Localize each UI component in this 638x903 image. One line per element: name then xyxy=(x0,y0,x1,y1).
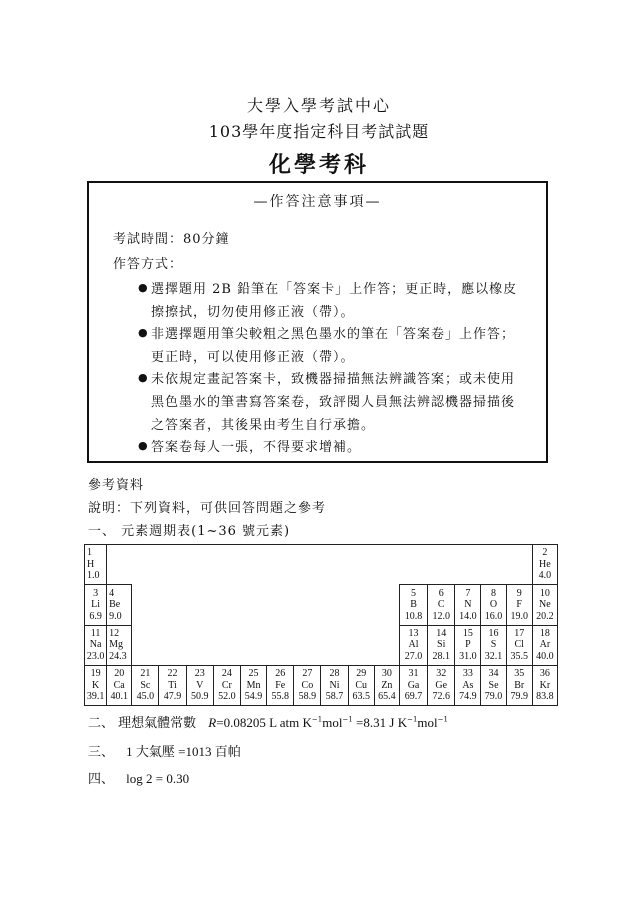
element-cell: 10 Ne 20.2 xyxy=(532,585,557,625)
atm-line-value: 1 大氣壓 =1013 百帕 xyxy=(126,744,241,759)
element-cell: 7 N 14.0 xyxy=(455,585,481,625)
periodic-table-heading: 一、 元素週期表(1~36 號元素) xyxy=(88,524,291,539)
element-cell: 12 Mg 24.3 xyxy=(107,625,132,665)
element-cell: 17 Cl 35.5 xyxy=(506,625,532,665)
atm-line-label: 三、 xyxy=(88,745,115,760)
reference-title: 參考資料 xyxy=(88,478,145,493)
element-cell: 27 Co 58.9 xyxy=(294,665,321,705)
exam-year-title: 103學年度指定科目考試試題 xyxy=(208,122,430,141)
element-cell: 30 Zn 65.4 xyxy=(374,665,399,705)
reference-description: 說明：下列資料，可供回答問題之參考 xyxy=(88,501,327,516)
element-cell: 9 F 19.0 xyxy=(506,585,532,625)
element-cell: 19 K 39.1 xyxy=(85,665,107,705)
element-cell: 6 C 12.0 xyxy=(428,585,455,625)
instruction-line: 更正時，可以使用修正液（帶）。 xyxy=(151,350,355,365)
element-cell: 21 Sc 45.0 xyxy=(132,665,159,705)
element-cell: 29 Cu 63.5 xyxy=(348,665,374,705)
element-cell: 5 B 10.8 xyxy=(399,585,427,625)
gas-constant-value: =0.08205 L atm K xyxy=(216,715,312,730)
element-cell: 20 Ca 40.1 xyxy=(107,665,132,705)
element-cell: 4 Be 9.0 xyxy=(107,585,132,625)
element-cell: 23 V 50.9 xyxy=(186,665,213,705)
element-cell: 24 Cr 52.0 xyxy=(213,665,240,705)
element-cell: 33 As 74.9 xyxy=(455,665,481,705)
element-cell: 35 Br 79.9 xyxy=(506,665,532,705)
element-cell: 34 Se 79.0 xyxy=(481,665,506,705)
exponent: −1 xyxy=(407,715,418,724)
periodic-table xyxy=(84,544,558,706)
answer-method-label: 作答方式： xyxy=(113,257,184,272)
exam-time: 考試時間：80分鐘 xyxy=(113,232,230,247)
element-cell: 8 O 16.0 xyxy=(481,585,506,625)
element-cell: 11 Na 23.0 xyxy=(85,625,107,665)
unit: mol xyxy=(417,715,438,730)
unit: mol xyxy=(322,715,343,730)
element-cell: 14 Si 28.1 xyxy=(428,625,455,665)
instruction-line: 之答案者，其後果由考生自行承擔。 xyxy=(151,418,376,433)
element-cell: 2 He 4.0 xyxy=(532,545,557,585)
element-cell: 36 Kr 83.8 xyxy=(532,665,557,705)
element-cell: 28 Ni 58.7 xyxy=(321,665,348,705)
element-cell: 15 P 31.0 xyxy=(455,625,481,665)
bullet-icon: ● xyxy=(138,439,148,452)
element-cell: 26 Fe 55.8 xyxy=(267,665,294,705)
exponent: −1 xyxy=(342,715,353,724)
element-cell: 18 Ar 40.0 xyxy=(532,625,557,665)
log-line-value: log 2 = 0.30 xyxy=(126,771,190,786)
gas-constant-symbol: R xyxy=(208,715,217,730)
log-line-label: 四、 xyxy=(88,772,115,787)
instruction-line: 未依規定畫記答案卡，致機器掃描無法辨識答案；或未使用 xyxy=(151,372,516,387)
element-cell: 16 S 32.1 xyxy=(481,625,506,665)
element-cell: 1 H 1.0 xyxy=(85,545,107,585)
instruction-line: 答案卷每人一張，不得要求增補。 xyxy=(151,440,362,455)
element-cell: 31 Ga 69.7 xyxy=(399,665,427,705)
bullet-icon: ● xyxy=(138,371,148,384)
subject-title: 化學考科 xyxy=(268,152,369,178)
instruction-line: 選擇題用 2B 鉛筆在「答案卡」上作答；更正時，應以橡皮 xyxy=(151,282,518,297)
element-cell: 22 Ti 47.9 xyxy=(159,665,186,705)
exponent: −1 xyxy=(437,715,448,724)
element-cell: 3 Li 6.9 xyxy=(85,585,107,625)
log-line xyxy=(88,768,189,787)
exam-center-title: 大學入學考試中心 xyxy=(246,96,391,115)
instructions-title: —作答注意事項— xyxy=(253,194,382,210)
gas-constant-label: 二、 理想氣體常數 xyxy=(88,716,197,731)
element-cell: 25 Mn 54.9 xyxy=(240,665,266,705)
bullet-icon: ● xyxy=(138,326,148,339)
gas-constant-value-si: =8.31 J K xyxy=(352,715,408,730)
atm-line xyxy=(88,741,241,760)
instruction-line: 黑色墨水的筆書寫答案卷，致評閱人員無法辨認機器掃描後 xyxy=(151,395,516,410)
exponent: −1 xyxy=(311,715,323,724)
gas-constant-line xyxy=(88,712,448,731)
element-cell: 32 Ge 72.6 xyxy=(428,665,455,705)
bullet-icon: ● xyxy=(138,281,148,294)
instruction-line: 擦擦拭，切勿使用修正液（帶）。 xyxy=(151,305,355,320)
instructions-box xyxy=(87,181,548,463)
instruction-line: 非選擇題用筆尖較粗之黑色墨水的筆在「答案卷」上作答； xyxy=(151,327,516,342)
element-cell: 13 Al 27.0 xyxy=(399,625,427,665)
